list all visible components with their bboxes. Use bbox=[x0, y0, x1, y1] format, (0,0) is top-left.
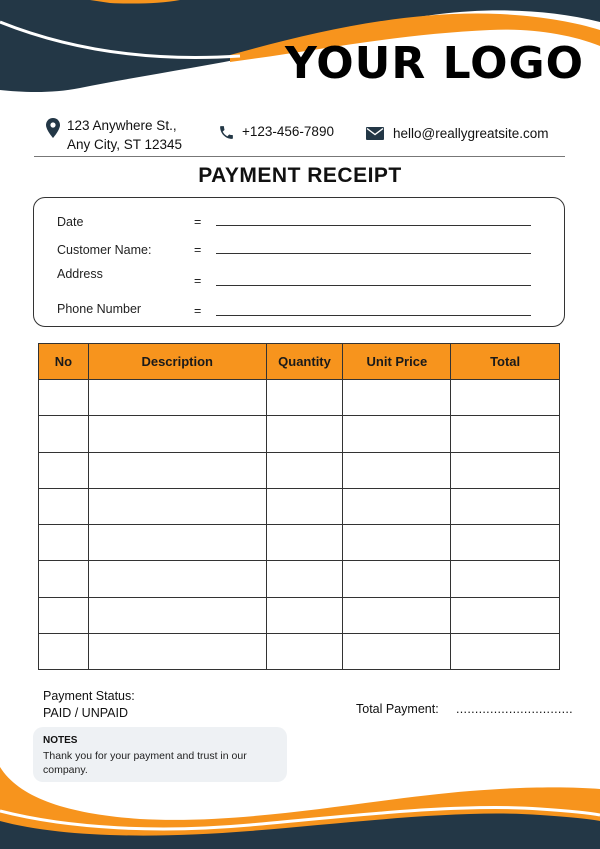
column-header-no: No bbox=[39, 344, 89, 380]
table-cell[interactable] bbox=[88, 416, 266, 452]
table-row bbox=[39, 488, 560, 524]
notes-text: Thank you for your payment and trust in our company. bbox=[43, 750, 247, 776]
payment-status-value: PAID / UNPAID bbox=[43, 706, 128, 720]
total-payment-label: Total Payment: bbox=[356, 702, 439, 716]
address-contact bbox=[46, 116, 182, 154]
table-cell[interactable] bbox=[343, 488, 451, 524]
info-label: Address bbox=[57, 267, 103, 281]
bottom-wave-decoration bbox=[0, 759, 600, 849]
column-header-total: Total bbox=[451, 344, 560, 380]
table-cell[interactable] bbox=[88, 488, 266, 524]
header-divider bbox=[34, 156, 565, 157]
location-pin-icon bbox=[46, 118, 60, 138]
table-cell[interactable] bbox=[343, 634, 451, 670]
table-cell[interactable] bbox=[88, 561, 266, 597]
customer-info-box bbox=[33, 197, 565, 327]
table-row bbox=[39, 597, 560, 633]
table-cell[interactable] bbox=[451, 561, 560, 597]
table-cell[interactable] bbox=[451, 525, 560, 561]
date-input-line[interactable] bbox=[216, 225, 531, 226]
info-row-phone bbox=[34, 302, 564, 322]
table-cell[interactable] bbox=[451, 597, 560, 633]
table-cell[interactable] bbox=[343, 416, 451, 452]
table-cell[interactable] bbox=[39, 525, 89, 561]
table-cell[interactable] bbox=[266, 561, 343, 597]
total-payment-value: ............................... bbox=[456, 702, 573, 716]
info-separator: = bbox=[194, 243, 202, 257]
table-row bbox=[39, 561, 560, 597]
table-cell[interactable] bbox=[39, 452, 89, 488]
info-row-customer bbox=[34, 243, 564, 263]
table-cell[interactable] bbox=[266, 380, 343, 416]
table-cell[interactable] bbox=[451, 634, 560, 670]
email-contact bbox=[366, 124, 549, 143]
table-body bbox=[39, 380, 560, 670]
table-cell[interactable] bbox=[343, 380, 451, 416]
info-label: Date bbox=[57, 215, 84, 229]
table-cell[interactable] bbox=[343, 561, 451, 597]
table-cell[interactable] bbox=[88, 525, 266, 561]
table-cell[interactable] bbox=[266, 488, 343, 524]
info-separator: = bbox=[194, 304, 202, 318]
table-cell[interactable] bbox=[266, 416, 343, 452]
address-line2: Any City, ST 12345 bbox=[67, 137, 183, 152]
table-cell[interactable] bbox=[451, 380, 560, 416]
column-header-description: Description bbox=[88, 344, 266, 380]
items-table bbox=[38, 343, 560, 670]
table-cell[interactable] bbox=[451, 488, 560, 524]
info-label: Customer Name: bbox=[57, 243, 152, 257]
table-cell[interactable] bbox=[39, 380, 89, 416]
table-cell[interactable] bbox=[39, 561, 89, 597]
mail-icon bbox=[366, 127, 384, 140]
payment-status-label: Payment Status: bbox=[43, 689, 135, 703]
address-input-line[interactable] bbox=[216, 285, 531, 286]
table-header-row bbox=[39, 344, 560, 380]
info-row-address bbox=[34, 267, 564, 287]
table-cell[interactable] bbox=[39, 597, 89, 633]
customer-name-input-line[interactable] bbox=[216, 253, 531, 254]
table-cell[interactable] bbox=[266, 634, 343, 670]
table-cell[interactable] bbox=[266, 452, 343, 488]
table-cell[interactable] bbox=[343, 525, 451, 561]
table-row bbox=[39, 452, 560, 488]
table-row bbox=[39, 525, 560, 561]
address-line1: 123 Anywhere St., bbox=[67, 118, 177, 133]
table-cell[interactable] bbox=[451, 452, 560, 488]
phone-input-line[interactable] bbox=[216, 315, 531, 316]
page-title: PAYMENT RECEIPT bbox=[198, 164, 402, 187]
phone-icon bbox=[218, 124, 235, 141]
table-cell[interactable] bbox=[343, 597, 451, 633]
table-cell[interactable] bbox=[39, 416, 89, 452]
email-address: hello@reallygreatsite.com bbox=[393, 126, 549, 141]
table-cell[interactable] bbox=[266, 525, 343, 561]
table-row bbox=[39, 380, 560, 416]
table-cell[interactable] bbox=[266, 597, 343, 633]
info-label: Phone Number bbox=[57, 302, 142, 316]
contact-row bbox=[46, 116, 566, 156]
table-row bbox=[39, 416, 560, 452]
company-logo: YOUR LOGO bbox=[284, 38, 584, 89]
column-header-unit-price: Unit Price bbox=[343, 344, 451, 380]
table-cell[interactable] bbox=[39, 634, 89, 670]
info-separator: = bbox=[194, 274, 202, 288]
info-row-date bbox=[34, 215, 564, 235]
table-cell[interactable] bbox=[88, 380, 266, 416]
table-cell[interactable] bbox=[343, 452, 451, 488]
phone-number: +123-456-7890 bbox=[242, 124, 334, 139]
table-cell[interactable] bbox=[88, 634, 266, 670]
table-cell[interactable] bbox=[39, 488, 89, 524]
table-row bbox=[39, 634, 560, 670]
table-cell[interactable] bbox=[88, 597, 266, 633]
phone-contact bbox=[218, 122, 334, 141]
table-cell[interactable] bbox=[451, 416, 560, 452]
info-separator: = bbox=[194, 215, 202, 229]
notes-title: NOTES bbox=[43, 735, 78, 746]
column-header-quantity: Quantity bbox=[266, 344, 343, 380]
table-cell[interactable] bbox=[88, 452, 266, 488]
